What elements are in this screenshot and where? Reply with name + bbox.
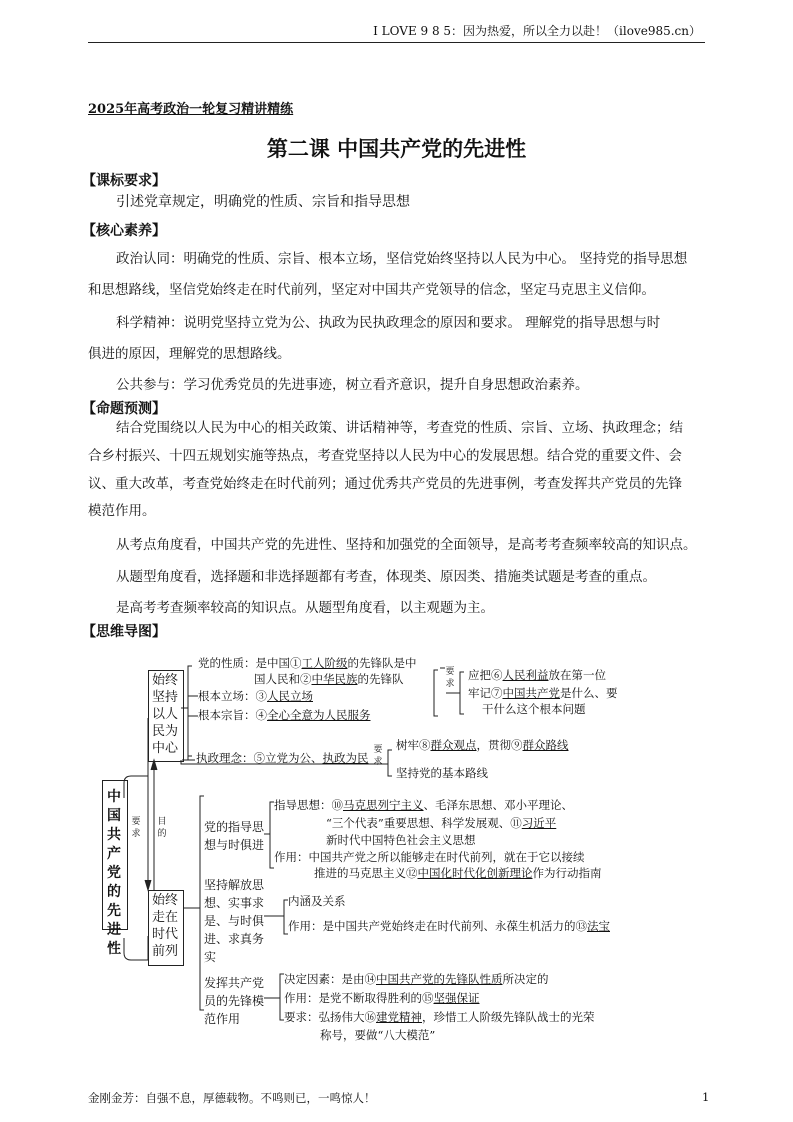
zhidao-line3: 新时代中国特色社会主义思想 <box>326 833 476 847</box>
branch1-label: 始终坚持以人民为中心 <box>151 673 178 756</box>
yuce-line4: 模范作用。 <box>88 503 156 519</box>
jueding-line: 决定因素：是由⑭中国共产党的先锋队性质所决定的 <box>284 972 549 986</box>
yingba-line: 应把⑥人民利益放在第一位 <box>468 668 606 682</box>
xianfeng-box-label: 发挥共产党员的先锋模范作用 <box>204 976 265 1026</box>
series-title: 2025年高考政治一轮复习精讲精练 <box>88 102 294 117</box>
yaoqiu-line1: 要求：弘扬伟大⑯建党精神，珍惜工人阶级先锋队战士的光荣 <box>284 1010 595 1024</box>
xianfeng-zuoyong-line: 作用：是党不断取得胜利的⑮坚强保证 <box>284 991 480 1005</box>
zongzhi-line: 根本宗旨：④全心全意为人民服务 <box>198 708 371 722</box>
hexin-p2-line2: 俱进的原因，理解党的思想路线。 <box>88 346 291 362</box>
section-heading-hexin: 【核心素养】 <box>82 223 166 239</box>
jiefang-zuoyong-line: 作用：是中国共产党始终走在时代前列、永葆生机活力的⑬法宝 <box>288 919 610 933</box>
yaoqiu-line2: 称号，要做“八大模范” <box>320 1028 436 1042</box>
lichang-line: 根本立场：③人民立场 <box>198 689 313 703</box>
yuce-line2: 合乡村振兴、十四五规划实施等热点，考查党坚持以人民为中心的发展思想。结合党的重要文件、会 <box>88 448 682 464</box>
neihan-line: 内涵及关系 <box>288 894 346 908</box>
mind-map <box>88 648 648 1068</box>
zuoyong-line2: 推进的马克思主义⑫中国化时代化创新理论作为行动指南 <box>314 866 602 880</box>
kebiao-text: 引述党章规定，明确党的性质、宗旨和指导思想 <box>116 194 410 210</box>
footer-motto: 金刚金芳：自强不息，厚德载物。不鸣则已，一鸣惊人！ <box>88 1091 376 1105</box>
xingzhi-line2: 国人民和②中华民族的先锋队 <box>254 672 404 686</box>
yuce-line1: 结合党围绕以人民为中心的相关政策、讲话精神等，考查党的性质、宗旨、立场、执政理念；结 <box>116 420 683 436</box>
yuce-line5: 从考点角度看，中国共产党的先进性、坚持和加强党的全面领导，是高考考查频率较高的知识点。 <box>116 537 697 553</box>
branch2-label: 始终走在时代前列 <box>151 893 178 959</box>
jichi-line: 坚持党的基本路线 <box>396 766 488 780</box>
root-label: 中国共产党的先进性 <box>107 789 121 957</box>
zuoyong-line1: 作用：中国共产党之所以能够走在时代前列，就在于它以接续 <box>274 850 585 864</box>
page-header: I LOVE 9 8 5：因为热爱，所以全力以赴！（ilove985.cn） <box>373 24 701 38</box>
yuce-line6: 从题型角度看，选择题和非选择题都有考查，体现类、原因类、措施类试题是考查的重点。 <box>116 569 656 585</box>
hexin-p1-line1: 政治认同：明确党的性质、宗旨、根本立场，坚信党始终坚持以人民为中心。 坚持党的指导思想 <box>116 251 688 267</box>
zhidao-line1: 指导思想：⑩马克思列宁主义、毛泽东思想、邓小平理论、 <box>274 798 573 812</box>
jiefang-box-label: 坚持解放思想、实事求是、与时俱进、求真务实 <box>204 878 265 964</box>
shulao-line: 树牢⑧群众观点，贯彻⑨群众路线 <box>396 738 569 752</box>
section-heading-mindmap: 【思维导图】 <box>82 624 166 640</box>
link-label-up: 目的 <box>157 817 167 839</box>
yuce-line7: 是高考考查频率较高的知识点。从题型角度看，以主观题为主。 <box>116 600 494 616</box>
hexin-p2-line1: 科学精神：说明党坚持立党为公、执政为民执政理念的原因和要求。 理解党的指导思想与时 <box>116 315 661 331</box>
xingzhi-line1: 党的性质：是中国①工人阶级的先锋队是中 <box>198 656 417 670</box>
hexin-p1-line2: 和思想路线，坚信党始终走在时代前列，坚定对中国共产党领导的信念，坚定马克思主义信仰。 <box>88 282 655 298</box>
zhidao-box-label: 党的指导思想与时俱进 <box>204 820 265 852</box>
yaoqiu2-label: 要求 <box>373 745 383 767</box>
laoji-line2: 干什么这个根本问题 <box>482 702 586 716</box>
zhidao-line2: “三个代表”重要思想、科学发展观、⑪习近平 <box>326 816 557 830</box>
laoji-line1: 牢记⑦中国共产党是什么、要 <box>468 686 618 700</box>
section-heading-yuce: 【命题预测】 <box>82 401 166 417</box>
hexin-p3: 公共参与：学习优秀党员的先进事迹，树立看齐意识，提升自身思想政治素养。 <box>116 377 589 393</box>
section-heading-kebiao: 【课标要求】 <box>82 173 166 189</box>
yaoqiu1-label: 要求 <box>445 667 455 689</box>
lesson-title: 第二课 中国共产党的先进性 <box>266 136 527 161</box>
zhizheng-line: 执政理念：⑤立党为公、执政为民 <box>196 751 369 765</box>
link-label-down: 要求 <box>131 817 141 839</box>
page-number: 1 <box>702 1090 710 1104</box>
header-divider <box>88 42 705 43</box>
yuce-line3: 议、重大改革，考查党始终走在时代前列；通过优秀共产党员的先进事例，考查发挥共产党员的先锋 <box>88 476 682 492</box>
